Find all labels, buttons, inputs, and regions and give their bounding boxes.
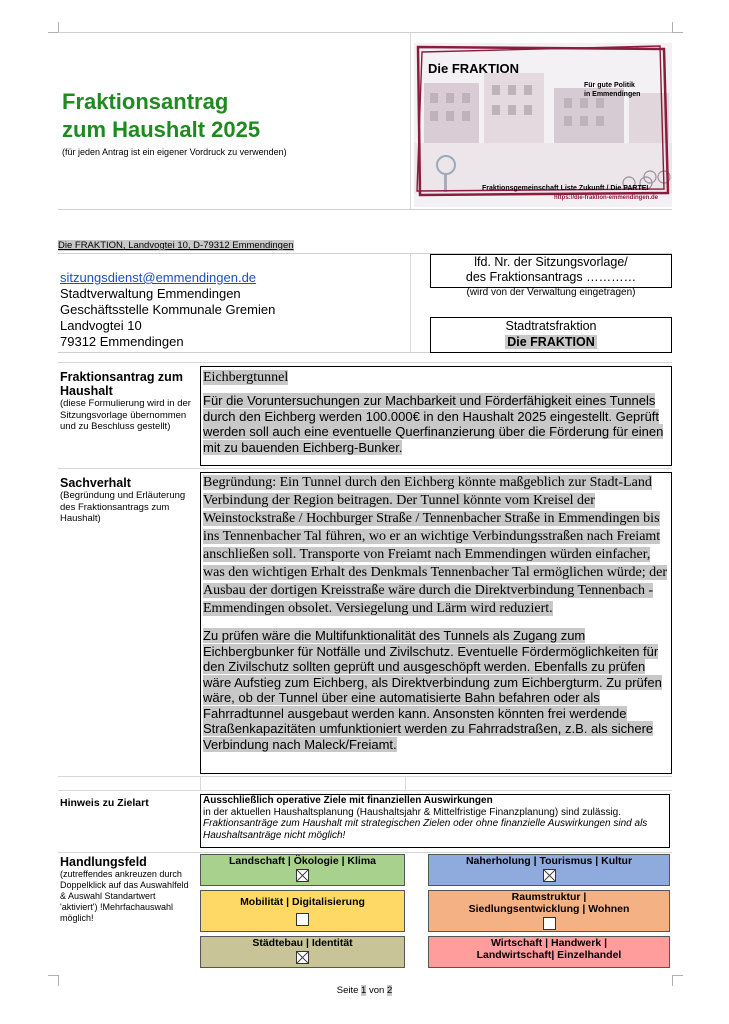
email-link[interactable]: sitzungsdienst@emmendingen.de [60,270,257,285]
header [58,32,672,210]
page-total: 2 [386,985,393,996]
address-line-4: 79312 Emmendingen [60,334,184,349]
page-number: 1 [361,985,367,996]
handlungsfeld-label-hint: (zutreffendes ankreuzen durch Doppelklick auf das Auswahlfeld & Auswahl Standartwert 'aktiviert') !Mehrfachauswahl möglich! [60,869,189,923]
zielart-italic: Fraktionsanträge zum Haushalt mit strategischen Zielen oder ohne finanzielle Auswirkungen sind als Haushaltsanträge nicht möglich! [203,818,648,841]
handlungsfeld-staedtebau[interactable]: Städtebau | Identität [200,936,405,968]
fraktion-value: Die FRAKTION [507,335,595,349]
page-footer: Seite 1 von 2 [336,985,393,996]
antrag-label [60,370,194,433]
handlungsfeld-wirtschaft[interactable]: Wirtschaft | Handwerk | Landwirtschaft| Einzelhandel [428,936,670,968]
handlungsfeld-label [60,855,194,924]
address-block [58,253,672,353]
logo-name: Die FRAKTION [428,61,519,76]
zielart-label: Hinweis zu Zielart [60,797,149,809]
handlungsfeld-label-title: Handlungsfeld [60,855,147,869]
logo-tagline-1: Für gute Politik [584,82,635,89]
checkbox-raumstruktur[interactable] [543,917,556,930]
crop-mark [672,22,683,33]
zielart-box [200,794,670,848]
title-note: (für jeden Antrag ist ein eigener Vordruck zu verwenden) [62,147,287,157]
fraktion-box [430,317,672,353]
antrag-label-title: Fraktionsantrag zum Haushalt [60,370,183,398]
lfd-line-1: lfd. Nr. der Sitzungsvorlage/ [474,255,628,269]
antrag-field[interactable] [200,366,672,466]
handlungsfeld-raumstruktur[interactable]: Raumstruktur | Siedlungsentwicklung | Wohnen [428,890,670,932]
checkbox-naherholung[interactable] [543,869,556,882]
sachverhalt-label-title: Sachverhalt [60,476,131,490]
page-title: Fraktionsantrag [62,89,229,114]
sachverhalt-field[interactable] [200,472,672,774]
handlungsfeld-mobilitaet[interactable]: Mobilität | Digitalisierung [200,890,405,932]
antrag-text: Für die Voruntersuchungen zur Machbarkeit und Förderfähigkeit eines Tunnels durch den Eichberg werden 100.000€ in den Haushalt 2025 eingestellt. Geprüft werden soll auch eine eventuelle Querfinanzierung über die Förderung für einen mit zu bauenden Eichberg-Bunker. [203,393,664,455]
sachverhalt-label [60,476,194,525]
lfd-line-2: des Fraktionsantrags ………… [465,270,637,284]
lfd-note: (wird von der Verwaltung eingetragen) [466,287,636,298]
address-line-2: Geschäftsstelle Kommunale Gremien [60,302,276,317]
logo-url: https://die-fraktion-emmendingen.de [554,195,659,201]
antrag-title: Eichbergtunnel [203,370,289,385]
checkbox-landschaft[interactable] [296,869,309,882]
sender-line: Die FRAKTION, Landvogtei 10, D-79312 Emmendingen [58,240,294,251]
sachverhalt-para-1: Begründung: Ein Tunnel durch den Eichberg könnte maßgeblich zur Stadt-Land Verbindung der Region beitragen. Der Tunnel könnte vom Kreisel der Weinstockstraße / Hochburger Straße / Tennenbacher Straße in Emmendingen bis ins Tennenbacher Tal führen, wo er an wichtige Verbindungsstraßen nach Freiamt anschließen soll. Transporte von Freiamt nach Emmendingen würden einfacher, was den wichtigen Erhalt des Denkmals Tennenbacher Tal ermöglichen würde; der Ausbau der dortigen Kreisstraße wäre durch die Direktverbindung Tennenbach - Emmendingen obsolet. Versiegelung und Lärm wird reduziert. [203,475,668,616]
checkbox-mobilitaet[interactable] [296,913,309,926]
antrag-label-hint: (diese Formulierung wird in der Sitzungsvorlage übernommen und zu Beschluss gestellt) [60,398,191,432]
address-line-1: Stadtverwaltung Emmendingen [60,286,241,301]
handlungsfeld-landschaft[interactable]: Landschaft | Ökologie | Klima [200,854,405,886]
page-subtitle: zum Haushalt 2025 [62,117,261,142]
sachverhalt-para-2: Zu prüfen wäre die Multifunktionalität des Tunnels als Zugang zum Eichbergbunker für Notfälle und Zivilschutz. Eventuelle Fördermöglichkeiten für den Zivilschutz sollten geprüft und ausgeschöpft werden. Ebenfalls zu prüfen wäre Aufstieg zum Eichberg, als Direktverbindung zum Eichbergturm. Zu prüfen wäre, ob der Tunnel über eine automatisierte Bahn befahren oder als Fahrradtunnel ausgebaut werden kann. Ansonsten könnten frei werdende Straßenkapazitäten umfunktioniert werden zu Fahrradstraßen, z.B. als sichere Verbindung nach Maleck/Freiamt. [203,628,662,752]
zielart-line-2: in der aktuellen Haushaltsplanung (Haushaltsjahr & Mittelfristige Finanzplanung) sind zulässig. [203,806,622,818]
logo-tagline-2: in Emmendingen [584,91,641,98]
fraktion-label: Stadtratsfraktion [505,319,597,333]
sachverhalt-label-hint: (Begründung und Erläuterung des Fraktionsantrags zum Haushalt) [60,490,186,524]
lfd-number-box[interactable] [430,254,672,288]
checkbox-staedtebau[interactable] [296,951,309,964]
zielart-bold: Ausschließlich operative Ziele mit finanziellen Auswirkungen [203,795,493,806]
address-line-3: Landvogtei 10 [60,318,142,333]
logo-footer: Fraktionsgemeinschaft Liste Zukunft / Die PARTEI [482,185,649,192]
fraktion-logo [414,43,672,207]
handlungsfeld-naherholung[interactable]: Naherholung | Tourismus | Kultur [428,854,670,886]
